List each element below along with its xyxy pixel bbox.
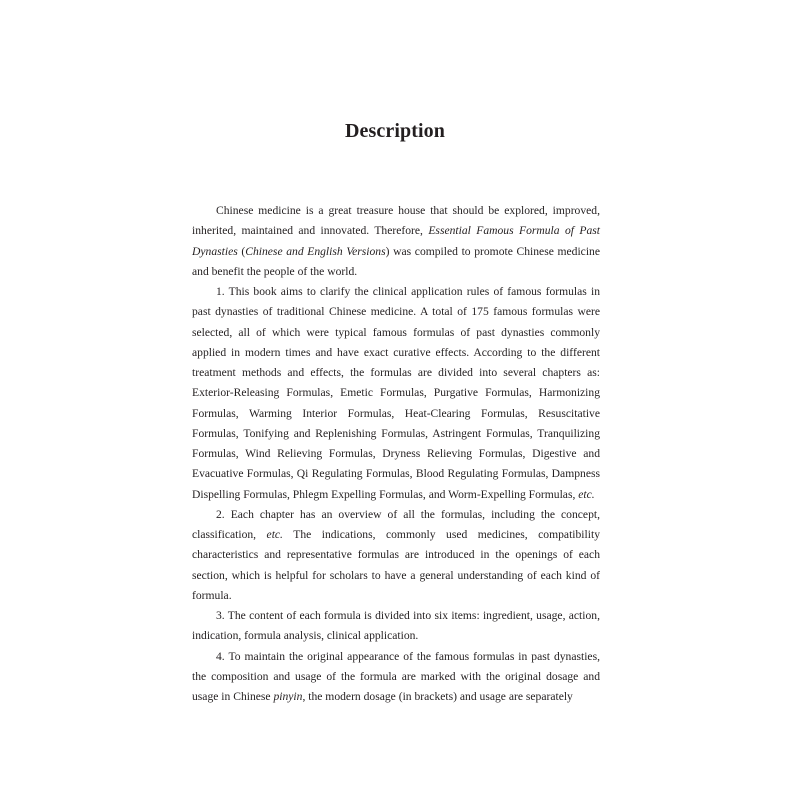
paragraph-run: ) was compiled to promote Chinese medicine and benefit the people of the world. [192,244,600,278]
paragraph-item-1 [192,282,600,505]
paragraph-intro [192,201,600,282]
paragraph-run: , the modern dosage (in brackets) and usage are separately [302,690,573,703]
paragraph-item-2 [192,505,600,606]
etc-italic: etc. [578,487,595,501]
paragraph-run: 2. Each chapter has an overview of all the formulas, including the concept, classification, [192,507,600,541]
page-title: Description [345,120,445,143]
pinyin-italic: pinyin [273,690,303,703]
paragraph-run: 3. The content of each formula is divided into six items: ingredient, usage, action, indication, formula analysis, clinical application. [192,609,600,643]
paragraph-run: ( [237,244,246,258]
etc-italic: etc. [266,528,283,541]
paragraph-run: The indications, commonly used medicines, compatibility characteristics and representative formulas are introduced in the openings of each section, which is helpful for scholars to have a general understanding of each kind of formula. [192,528,600,602]
versions-italic: Chinese and English Versions [245,244,386,258]
paragraph-run: 1. This book aims to clarify the clinical application rules of famous formulas in past dynasties of traditional Chinese medicine. A total of 175 famous formulas were selected, all of which were typical famous formulas of past dynasties commonly applied in modern times and have exact curative effects. According to the different treatment methods and effects, the formulas are divided into several chapters as: Exterior-Releasing Formulas, Emetic Formulas, Purgative Formulas, Harmonizing Formulas, Warming Interior Formulas, Heat-Clearing Formulas, Resuscitative Formulas, Tonifying and Replenishing Formulas, Astringent Formulas, Tranquilizing Formulas, Wind Relieving Formulas, Dryness Relieving Formulas, Digestive and Evacuative Formulas, Qi Regulating Formulas, Blood Regulating Formulas, Dampness Dispelling Formulas, Phlegm Expelling Formulas, and Worm-Expelling Formulas, [192,285,600,501]
paragraph-item-3 [192,606,600,647]
description-body [192,201,600,707]
paragraph-item-4 [192,647,600,708]
book-title-italic: Essential Famous Formula of Past Dynasties [192,224,600,258]
paragraph-run: Chinese medicine is a great treasure house that should be explored, improved, inherited, maintained and innovated. Therefore, [192,204,600,238]
paragraph-run: 4. To maintain the original appearance of the famous formulas in past dynasties, the composition and usage of the formula are marked with the original dosage and usage in Chinese [192,649,600,703]
